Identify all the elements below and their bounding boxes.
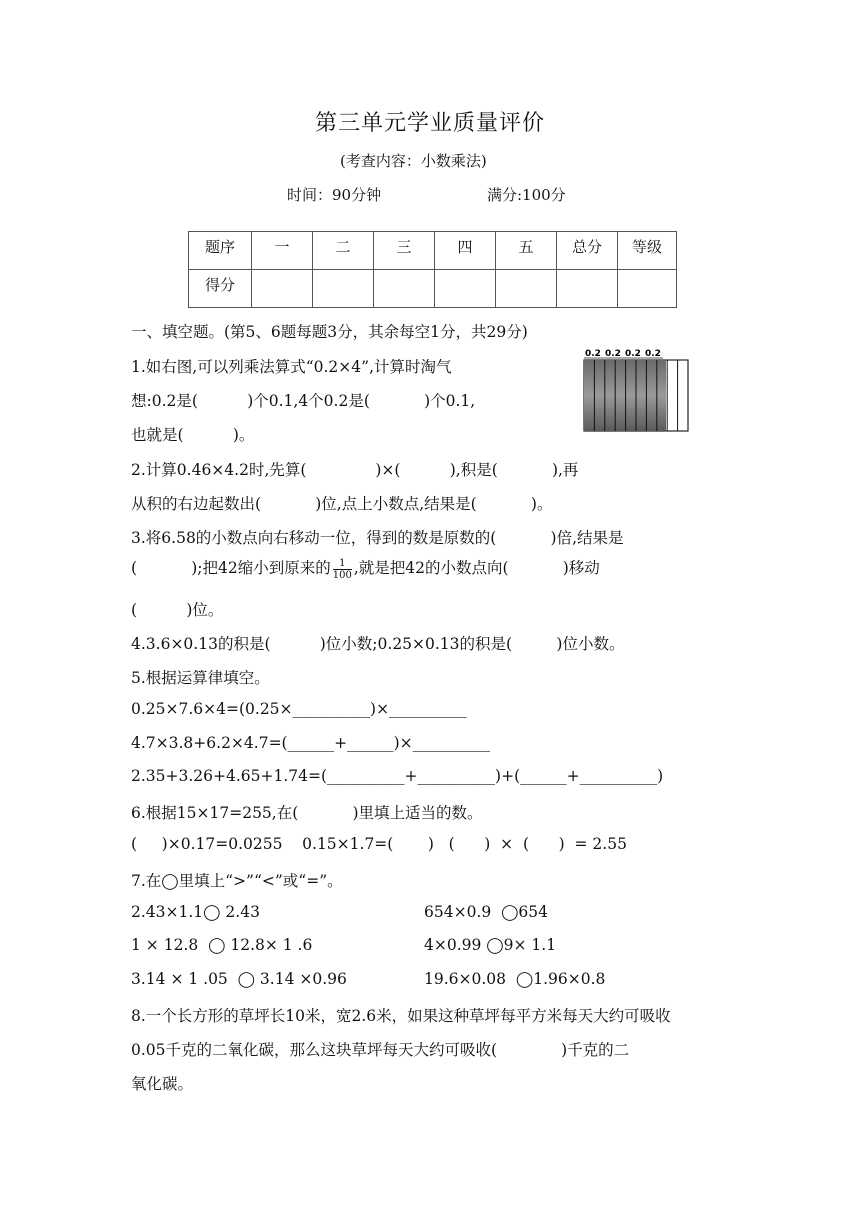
page-subtitle: (考查内容：小数乘法) <box>340 152 487 170</box>
strip-label: 0.2 <box>645 349 661 359</box>
q7-left-1: 2.43×1.1◯ 2.43 <box>131 903 260 921</box>
q5-line-3: 2.35+3.26+4.65+1.74=(__________+__________)+(______+__________) <box>131 767 664 785</box>
score-cell[interactable] <box>496 270 557 308</box>
strip-label: 0.2 <box>625 349 641 359</box>
q6-title: 6.根据15×17=255,在( )里填上适当的数。 <box>131 804 483 822</box>
score-cell[interactable] <box>557 270 618 308</box>
score-header-cell: 一 <box>252 232 313 270</box>
q7-left-2: 1 × 12.8 ◯ 12.8× 1 .6 <box>131 936 313 954</box>
q1-line-1: 1.如右图,可以列乘法算式“0.2×4”,计算时淘气 <box>131 358 452 376</box>
q5-line-1: 0.25×7.6×4=(0.25×__________)×__________ <box>131 700 467 718</box>
score-table <box>188 231 677 308</box>
q8-line-2: 0.05千克的二氧化碳，那么这块草坪每天大约可吸收( )千克的二 <box>131 1041 630 1059</box>
page-title: 第三单元学业质量评价 <box>315 111 546 136</box>
score-cell[interactable] <box>374 270 435 308</box>
q3-line-2 <box>131 556 600 581</box>
q1-line-3: 也就是( )。 <box>131 426 255 444</box>
q3-line-3: ( )位。 <box>131 601 224 619</box>
score-header-cell: 五 <box>496 232 557 270</box>
fraction <box>333 558 352 581</box>
score-table-header-row <box>189 232 677 270</box>
q7-right-1: 654×0.9 ◯654 <box>424 903 549 921</box>
exam-time: 时间：90分钟 <box>287 186 382 204</box>
q2-line-2: 从积的右边起数出( )位,点上小数点,结果是( )。 <box>131 495 553 513</box>
score-header-cell: 等级 <box>618 232 677 270</box>
score-cell[interactable] <box>252 270 313 308</box>
score-header-cell: 四 <box>435 232 496 270</box>
q7-right-3: 19.6×0.08 ◯1.96×0.8 <box>424 970 606 988</box>
exam-full-score: 满分:100分 <box>487 186 566 204</box>
score-cell[interactable] <box>618 270 677 308</box>
fraction-numerator: 1 <box>333 558 352 570</box>
score-header-cell: 总分 <box>557 232 618 270</box>
q3-line-2-end: ,就是把42的小数点向( )移动 <box>353 559 600 577</box>
q5-line-2: 4.7×3.8+6.2×4.7=(______+______)×__________ <box>131 734 491 752</box>
q2-line-1: 2.计算0.46×4.2时,先算( )×( ),积是( ),再 <box>131 461 579 479</box>
score-cell[interactable] <box>435 270 496 308</box>
strip-label: 0.2 <box>585 349 601 359</box>
q1-line-2: 想:0.2是( )个0.1,4个0.2是( )个0.1, <box>131 392 476 410</box>
q8-line-1: 8.一个长方形的草坪长10米，宽2.6米，如果这种草坪每平方米每天大约可吸收 <box>131 1007 671 1025</box>
score-cell[interactable] <box>313 270 374 308</box>
score-row-label: 得分 <box>189 270 252 308</box>
score-header-cell: 题序 <box>189 232 252 270</box>
decimal-strip-figure <box>583 348 691 432</box>
strip-label: 0.2 <box>605 349 621 359</box>
score-header-cell: 二 <box>313 232 374 270</box>
section-1-heading: 一、填空题。(第5、6题每题3分，其余每空1分，共29分) <box>131 323 528 341</box>
q7-left-3: 3.14 × 1 .05 ◯ 3.14 ×0.96 <box>131 970 347 988</box>
q8-line-3: 氧化碳。 <box>131 1075 194 1093</box>
q3-line-1: 3.将6.58的小数点向右移动一位，得到的数是原数的( )倍,结果是 <box>131 529 624 547</box>
score-header-cell: 三 <box>374 232 435 270</box>
q5-title: 5.根据运算律填空。 <box>131 669 270 687</box>
fraction-denominator: 100 <box>332 569 352 581</box>
q4-line: 4.3.6×0.13的积是( )位小数;0.25×0.13的积是( )位小数。 <box>131 635 625 653</box>
score-table-score-row <box>189 270 677 308</box>
q3-line-2-start: ( );把42缩小到原来的 <box>131 559 331 577</box>
q6-line-1: ( )×0.17=0.0255 0.15×1.7=( ) ( ) × ( ) = 2.55 <box>131 835 627 853</box>
q7-title: 7.在◯里填上“>”“<”或“=”。 <box>131 872 343 890</box>
q7-right-2: 4×0.99 ◯9× 1.1 <box>424 936 557 954</box>
